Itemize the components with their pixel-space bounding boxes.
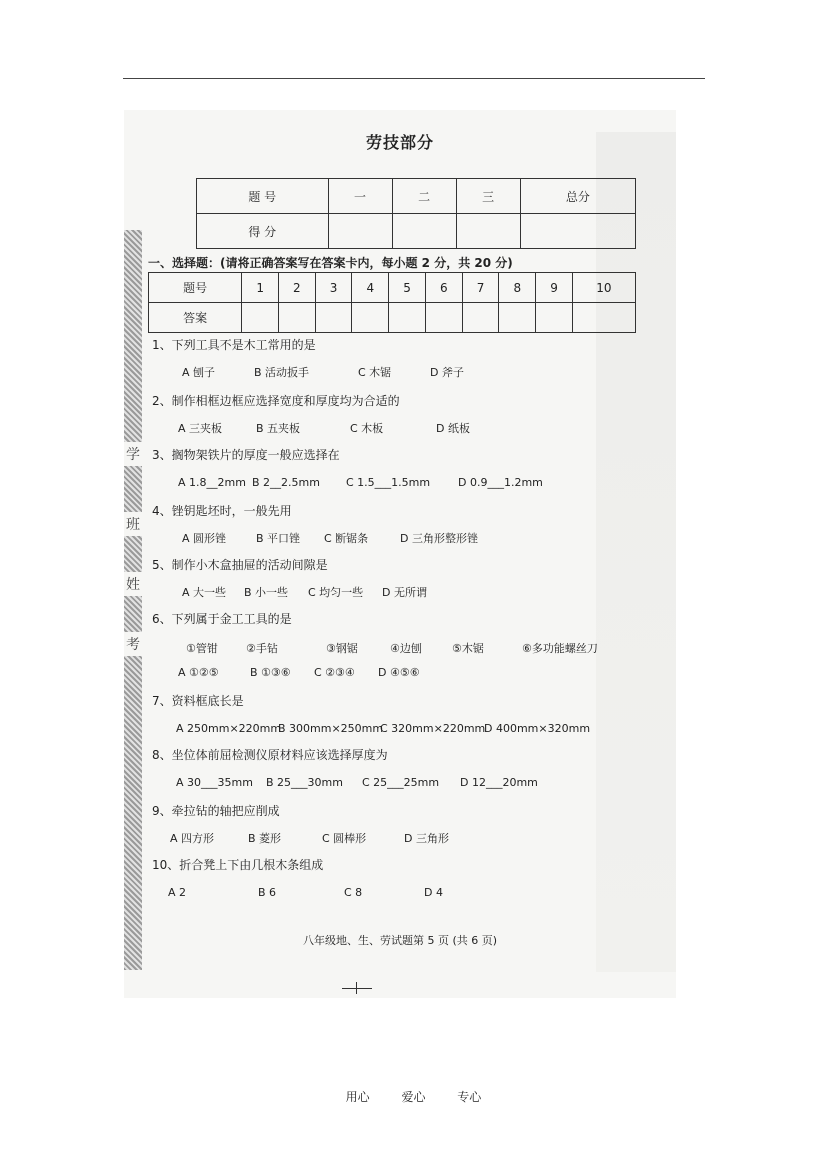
option: ②手钻 <box>246 642 278 655</box>
option: B 2__2.5mm <box>252 476 320 489</box>
option: B 小一些 <box>244 586 289 599</box>
option: D 三角形整形锉 <box>400 532 478 545</box>
answer-header-cell: 2 <box>279 273 316 303</box>
answer-cell[interactable] <box>572 303 635 333</box>
question-text: 2、制作相框边框应选择宽度和厚度均为合适的 <box>152 394 400 408</box>
score-table <box>196 178 636 249</box>
option: A 刨子 <box>182 366 216 379</box>
answer-cell[interactable] <box>315 303 352 333</box>
question-text: 9、牵拉钻的轴把应削成 <box>152 804 280 818</box>
option: A 三夹板 <box>178 422 223 435</box>
option: C 25___25mm <box>362 776 440 789</box>
option: D 0.9___1.2mm <box>458 476 543 489</box>
answer-table <box>148 272 636 333</box>
side-label: 考 <box>124 632 142 656</box>
scanned-page <box>124 110 676 998</box>
question-text: 8、坐位体前屈检测仪原材料应该选择厚度为 <box>152 748 388 762</box>
answer-header-cell: 7 <box>462 273 499 303</box>
score-cell: 二 <box>392 179 456 214</box>
answer-header-cell: 4 <box>352 273 389 303</box>
option: C 圆棒形 <box>322 832 367 845</box>
option: ⑤木锯 <box>452 642 484 655</box>
score-cell: 三 <box>456 179 520 214</box>
option: B 25___30mm <box>266 776 343 789</box>
option: D 12___20mm <box>460 776 538 789</box>
header-rule <box>123 78 705 79</box>
answer-header-cell: 6 <box>425 273 462 303</box>
option: C 8 <box>344 886 363 899</box>
option: C ②③④ <box>314 666 355 679</box>
option: D 4 <box>424 886 443 899</box>
option: A 30___35mm <box>176 776 253 789</box>
crop-mark <box>342 988 372 989</box>
option: D ④⑤⑥ <box>378 666 420 679</box>
side-label: 学 <box>124 442 142 466</box>
answer-cell[interactable] <box>536 303 573 333</box>
option: B 菱形 <box>248 832 282 845</box>
question-text: 10、折合凳上下由几根木条组成 <box>152 858 324 872</box>
answer-header-cell: 9 <box>536 273 573 303</box>
answer-cell[interactable] <box>352 303 389 333</box>
option: ①管钳 <box>186 642 218 655</box>
answer-cell[interactable] <box>389 303 426 333</box>
option: C 木锯 <box>358 366 392 379</box>
question-text: 3、搁物架铁片的厚度一般应选择在 <box>152 448 340 462</box>
option: B 平口锉 <box>256 532 301 545</box>
answer-header-cell: 5 <box>389 273 426 303</box>
score-cell <box>392 214 456 249</box>
question-text: 4、锉钥匙坯时，一般先用 <box>152 504 292 518</box>
side-label: 班 <box>124 512 142 536</box>
section-heading: 一、选择题：(请将正确答案写在答案卡内，每小题 2 分，共 20 分) <box>148 256 513 270</box>
option: D 无所谓 <box>382 586 427 599</box>
answer-cell[interactable] <box>242 303 279 333</box>
option: B 五夹板 <box>256 422 301 435</box>
option: D 斧子 <box>430 366 464 379</box>
option: D 400mm×320mm <box>484 722 591 735</box>
option: A 大一些 <box>182 586 227 599</box>
option: C 320mm×220mm <box>380 722 486 735</box>
question-text: 7、资料框底长是 <box>152 694 244 708</box>
option: D 三角形 <box>404 832 449 845</box>
option: D 纸板 <box>436 422 470 435</box>
answer-header-cell: 1 <box>242 273 279 303</box>
crop-mark <box>356 982 357 994</box>
binding-strip <box>124 230 142 970</box>
answer-header-cell: 题号 <box>149 273 242 303</box>
question-text: 6、下列属于金工工具的是 <box>152 612 292 626</box>
score-cell <box>520 214 635 249</box>
option: ③钢锯 <box>326 642 358 655</box>
score-cell: 总分 <box>520 179 635 214</box>
score-cell <box>328 214 392 249</box>
answer-cell[interactable] <box>462 303 499 333</box>
answer-cell[interactable] <box>499 303 536 333</box>
option: C 均匀一些 <box>308 586 364 599</box>
side-label: 姓 <box>124 572 142 596</box>
option: A 四方形 <box>170 832 215 845</box>
score-cell: 一 <box>328 179 392 214</box>
question-text: 5、制作小木盒抽屉的活动间隙是 <box>152 558 328 572</box>
option: C 断锯条 <box>324 532 369 545</box>
option: C 1.5___1.5mm <box>346 476 431 489</box>
option: A ①②⑤ <box>178 666 219 679</box>
answer-label-cell: 答案 <box>149 303 242 333</box>
answer-header-cell: 10 <box>572 273 635 303</box>
score-cell <box>456 214 520 249</box>
answer-header-cell: 8 <box>499 273 536 303</box>
question-text: 1、下列工具不是木工常用的是 <box>152 338 316 352</box>
option: A 2 <box>168 886 187 899</box>
option: A 圆形锉 <box>182 532 227 545</box>
option: C 木板 <box>350 422 384 435</box>
option: A 250mm×220mm <box>176 722 282 735</box>
footer-motto: 用心 爱心 专心 <box>345 1090 482 1104</box>
option: A 1.8__2mm <box>178 476 246 489</box>
page-number: 八年级地、生、劳试题第 5 页 (共 6 页) <box>302 934 498 947</box>
option: B ①③⑥ <box>250 666 291 679</box>
option: ④边刨 <box>390 642 422 655</box>
option: B 6 <box>258 886 277 899</box>
page-title: 劳技部分 <box>365 133 434 152</box>
answer-cell[interactable] <box>279 303 316 333</box>
answer-cell[interactable] <box>425 303 462 333</box>
answer-header-cell: 3 <box>315 273 352 303</box>
option: B 活动扳手 <box>254 366 310 379</box>
bleed-through-area <box>596 132 676 972</box>
option: B 300mm×250mm <box>278 722 384 735</box>
option: ⑥多功能螺丝刀 <box>522 642 598 655</box>
score-cell: 得 分 <box>197 214 329 249</box>
score-cell: 题 号 <box>197 179 329 214</box>
